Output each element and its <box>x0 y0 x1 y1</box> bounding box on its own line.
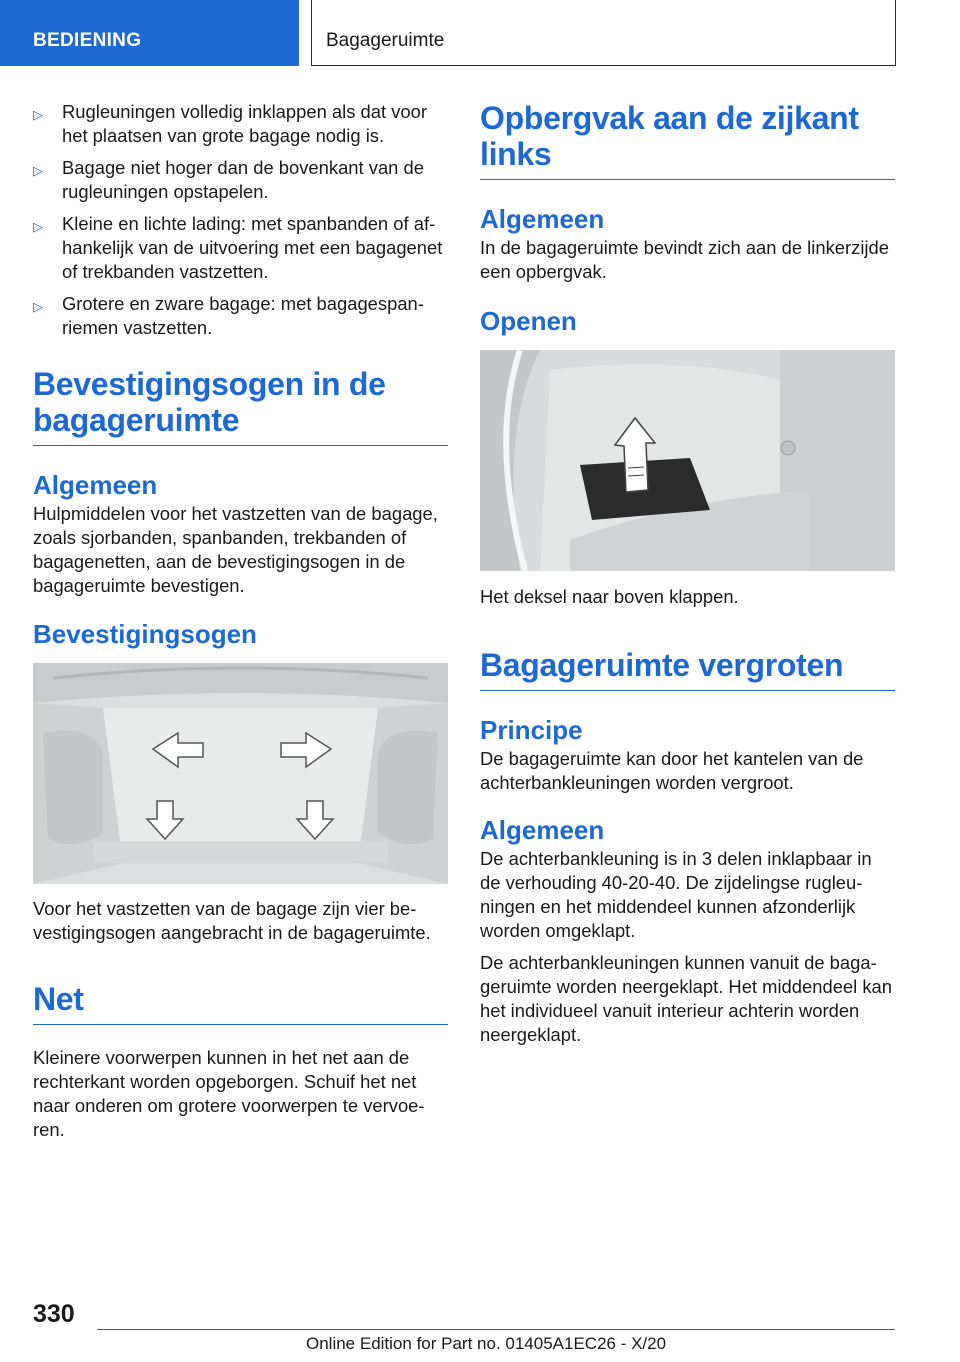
triangle-bullet-icon: ▷ <box>33 163 43 178</box>
paragraph-compartment-general: In de bagageruimte bevindt zich aan de linkerzijde een opbergvak. <box>480 237 889 282</box>
section-heading-enlarge-trunk: Bagageruimte vergroten <box>480 647 895 691</box>
subheading-principle: Principe <box>480 715 583 745</box>
subheading-tie-down-eyes: Bevestigingsogen <box>33 619 257 649</box>
paragraph-net: Kleinere voorwerpen kunnen in het net aan de rechterkant worden opgeborgen. Schuif het net naar onderen om grotere voorwerpen te vervoeren. <box>33 1047 425 1140</box>
triangle-bullet-icon: ▷ <box>33 299 43 314</box>
bullet-list <box>33 100 448 340</box>
list-item: ▷ Kleine en lichte lading: met spanbanden of afhankelijk van de uitvoering met een bagagenet of trekbanden vastzetten. <box>33 213 443 282</box>
subheading-general: Algemeen <box>480 815 605 845</box>
right-column <box>480 100 895 1047</box>
page-number: 330 <box>33 1300 75 1328</box>
footer-edition-text: Online Edition for Part no. 01405A1EC26 - X/20 <box>306 1334 667 1353</box>
footer-divider <box>97 1329 895 1330</box>
section-heading-net: Net <box>33 981 448 1025</box>
list-item: ▷ Grotere en zware bagage: met bagagespanriemen vastzetten. <box>33 293 424 338</box>
subheading-general: Algemeen <box>480 204 605 234</box>
section-heading-tie-down-eyes: Bevestigingsogen in de bagageruimte <box>33 366 448 446</box>
triangle-bullet-icon: ▷ <box>33 107 43 122</box>
left-column <box>33 100 448 1142</box>
trunk-tie-down-photo <box>33 663 448 884</box>
header-chapter-box <box>311 0 896 66</box>
header-chapter-label: Bagageruimte <box>326 30 445 51</box>
paragraph-fold-down: De achterbankleuningen kunnen vanuit de bagageruimte worden neergeklapt. Het middendeel kan het individueel vanuit interieur achterin worden neergeklapt. <box>480 952 892 1045</box>
list-item: ▷ Bagage niet hoger dan de bovenkant van de rugleuningen opstapelen. <box>33 157 424 202</box>
header-section-tab <box>0 0 299 66</box>
caption-opening: Het deksel naar boven klappen. <box>480 586 739 607</box>
section-heading-side-compartment: Opbergvak aan de zijkant links <box>480 100 895 180</box>
side-compartment-photo <box>480 350 895 571</box>
triangle-bullet-icon: ▷ <box>33 219 43 234</box>
paragraph-split-ratio: De achterbankleuning is in 3 delen inklapbaar in de verhouding 40-20-40. De zijdelingse rugleuningen en het middendeel kunnen afzonderlijk worden omgeklapt. <box>480 848 872 941</box>
trunk-illustration <box>33 663 448 884</box>
paragraph-general: Hulpmiddelen voor het vastzetten van de bagage, zoals sjorbanden, spanbanden, trekbanden of bagagenetten, aan de bevestigingsogen in de bagageruimte bevestigen. <box>33 503 438 596</box>
caption-tie-down-eyes: Voor het vastzetten van de bagage zijn vier bevestigingsogen aangebracht in de bagageruimte. <box>33 898 431 943</box>
list-item: ▷ Rugleuningen volledig inklappen als dat voor het plaatsen van grote bagage nodig is. <box>33 101 428 146</box>
compartment-illustration <box>480 350 895 571</box>
subheading-opening: Openen <box>480 306 577 336</box>
subheading-general: Algemeen <box>33 470 158 500</box>
paragraph-principle: De bagageruimte kan door het kantelen van de achterbankleuningen worden vergroot. <box>480 748 864 793</box>
header-section-label: BEDIENING <box>33 30 142 51</box>
